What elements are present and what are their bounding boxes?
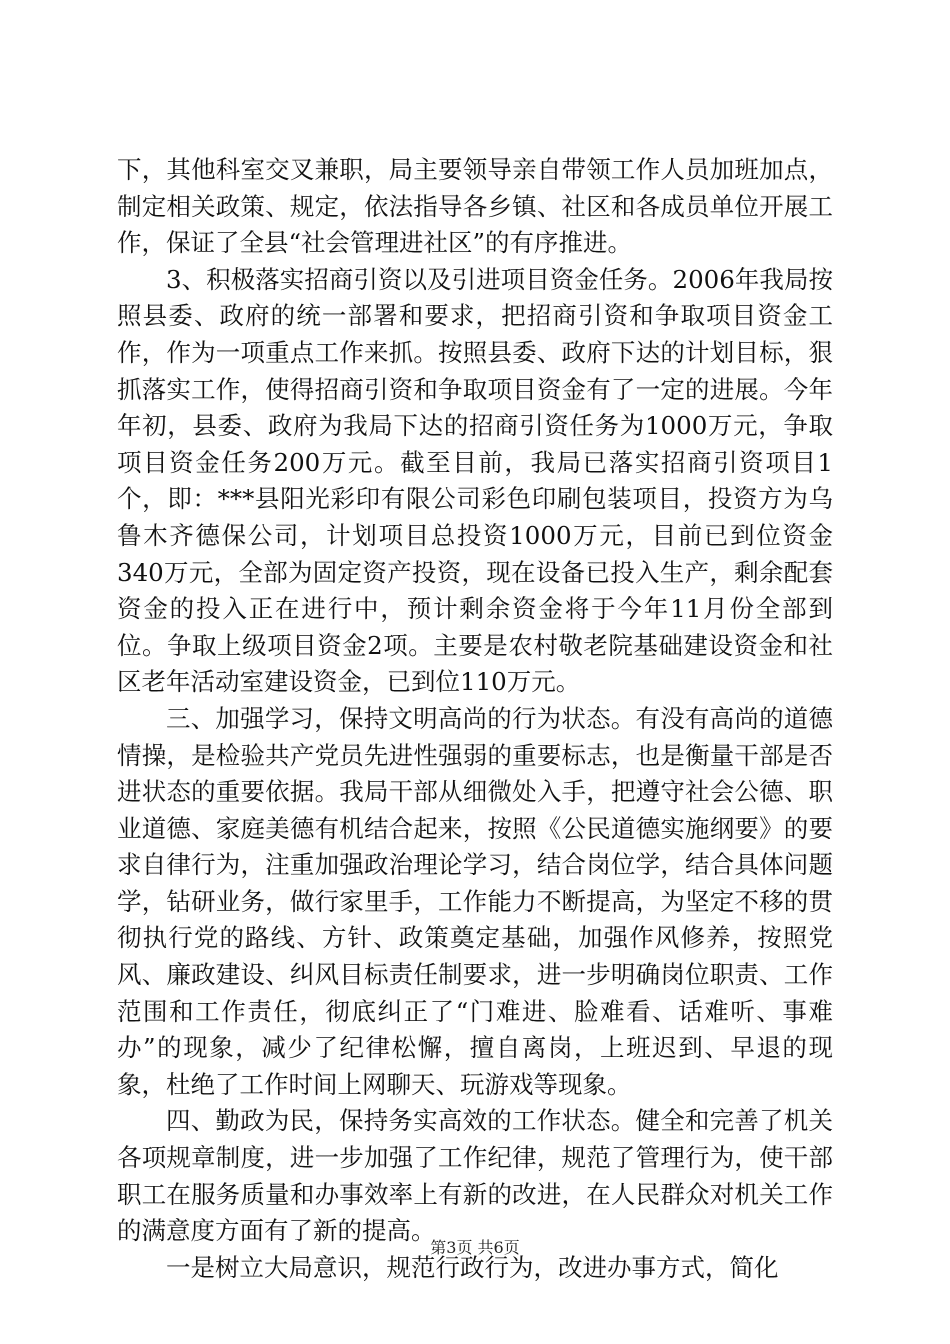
paragraph-continuation: 下，其他科室交叉兼职，局主要领导亲自带领工作人员加班加点，制定相关政策、规定，依法指导各乡镇、社区和各成员单位开展工作，保证了全县“社会管理进社区”的有序推进。 xyxy=(117,155,833,258)
paragraph-section-three: 三、加强学习，保持文明高尚的行为状态。有没有高尚的道德情操，是检验共产党员先进性强弱的重要标志，也是衡量干部是否进状态的重要依据。我局干部从细微处入手，把遵守社会公德、职业道德、家庭美德有机结合起来，按照《公民道德实施纲要》的要求自律行为，注重加强政治理论学习，结合岗位学，结合具体问题学，钻研业务，做行家里手，工作能力不断提高，为坚定不移的贯彻执行党的路线、方针、政策奠定基础，加强作风修养，按照党风、廉政建设、纠风目标责任制要求，进一步明确岗位职责、工作范围和工作责任，彻底纠正了“门难进、脸难看、话难听、事难办”的现象，减少了纪律松懈，擅自离岗，上班迟到、早退的现象，杜绝了工作时间上网聊天、玩游戏等现象。 xyxy=(117,703,833,1099)
paragraph-point-one: 一是树立大局意识，规范行政行为，改进办事方式，简化 xyxy=(166,1252,779,1282)
paragraph-section-four: 四、勤政为民，保持务实高效的工作状态。健全和完善了机关各项规章制度，进一步加强了工作纪律，规范了管理行为，使干部职工在服务质量和办事效率上有新的改进，在人民群众对机关工作的满意度方面有了新的提高。 xyxy=(117,1106,833,1246)
document-body xyxy=(117,152,833,1286)
paragraph-investment: 3、积极落实招商引资以及引进项目资金任务。2006年我局按照县委、政府的统一部署和要求，把招商引资和争取项目资金工作，作为一项重点工作来抓。按照县委、政府下达的计划目标，狠抓落实工作，使得招商引资和争取项目资金有了一定的进展。今年年初，县委、政府为我局下达的招商引资任务为1000万元，争取项目资金任务200万元。截至目前，我局已落实招商引资项目1个，即：***县阳光彩印有限公司彩色印刷包装项目，投资方为乌鲁木齐德保公司，计划项目总投资1000万元，目前已到位资金340万元，全部为固定资产投资，现在设备已投入生产，剩余配套资金的投入正在进行中，预计剩余资金将于今年11月份全部到位。争取上级项目资金2项。主要是农村敬老院基础建设资金和社区老年活动室建设资金，已到位110万元。 xyxy=(117,264,833,697)
page-number-footer: 第3页 共6页 xyxy=(430,1238,520,1257)
